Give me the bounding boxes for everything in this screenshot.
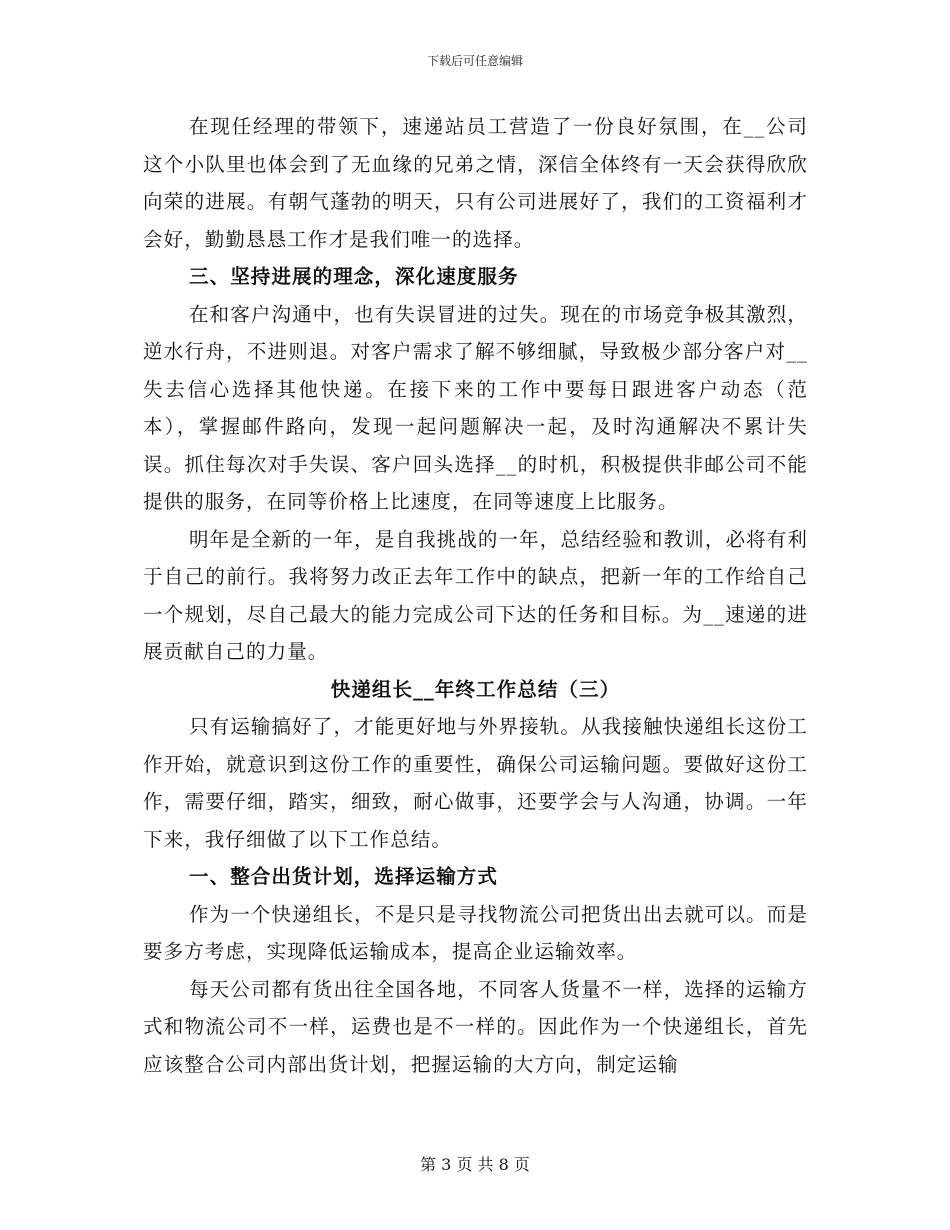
body-paragraph: 作为一个快递组长，不是只是寻找物流公司把货出出去就可以。而是要多方考虑，实现降低运输成本，提高企业运输效率。 — [143, 902, 808, 963]
section-heading: 三、坚持进展的理念，深化速度服务 — [189, 265, 519, 288]
page-header: 下载后可任意编辑 — [426, 54, 523, 68]
section-heading: 一、整合出货计划，选择运输方式 — [189, 865, 499, 888]
body-paragraph: 只有运输搞好了，才能更好地与外界接轨。从我接触快递组长这份工作开始，就意识到这份工作的重要性，确保公司运输问题。要做好这份工作，需要仔细，踏实，细致，耐心做事，还要学会与人沟通，协调。一年下来，我仔细做了以下工作总结。 — [143, 715, 808, 851]
body-paragraph: 每天公司都有货出往全国各地，不同客人货量不一样，选择的运输方式和物流公司不一样，运费也是不一样的。因此作为一个快递组长，首先应该整合公司内部出货计划，把握运输的大方向，制定运输 — [143, 977, 808, 1076]
body-paragraph: 在和客户沟通中，也有失误冒进的过失。现在的市场竞争极其激烈，逆水行舟，不进则退。对客户需求了解不够细腻，导致极少部分客户对__失去信心选择其他快递。在接下来的工作中要每日跟进客户动态（范本），掌握邮件路向，发现一起问题解决一起，及时沟通解决不累计失误。抓住每次对手失误、客户回头选择__的时机，积极提供非邮公司不能提供的服务，在同等价格上比速度，在同等速度上比服务。 — [143, 302, 808, 513]
body-paragraph: 明年是全新的一年，是自我挑战的一年，总结经验和教训，必将有利于自己的前行。我将努力改正去年工作中的缺点，把新一年的工作给自己一个规划，尽自己最大的能力完成公司下达的任务和目标。为__速递的进展贡献自己的力量。 — [143, 527, 808, 663]
article-title: 快递组长__年终工作总结（三） — [330, 677, 621, 701]
body-paragraph: 在现任经理的带领下，速递站员工营造了一份良好氛围，在__公司这个小队里也体会到了无血缘的兄弟之情，深信全体终有一天会获得欣欣向荣的进展。有朝气蓬勃的明天，只有公司进展好了，我们的工资福利才会好，勤勤恳恳工作才是我们唯一的选择。 — [143, 115, 808, 251]
page-number: 第 3 页 共 8 页 — [420, 1155, 530, 1174]
document-body — [143, 108, 808, 1083]
